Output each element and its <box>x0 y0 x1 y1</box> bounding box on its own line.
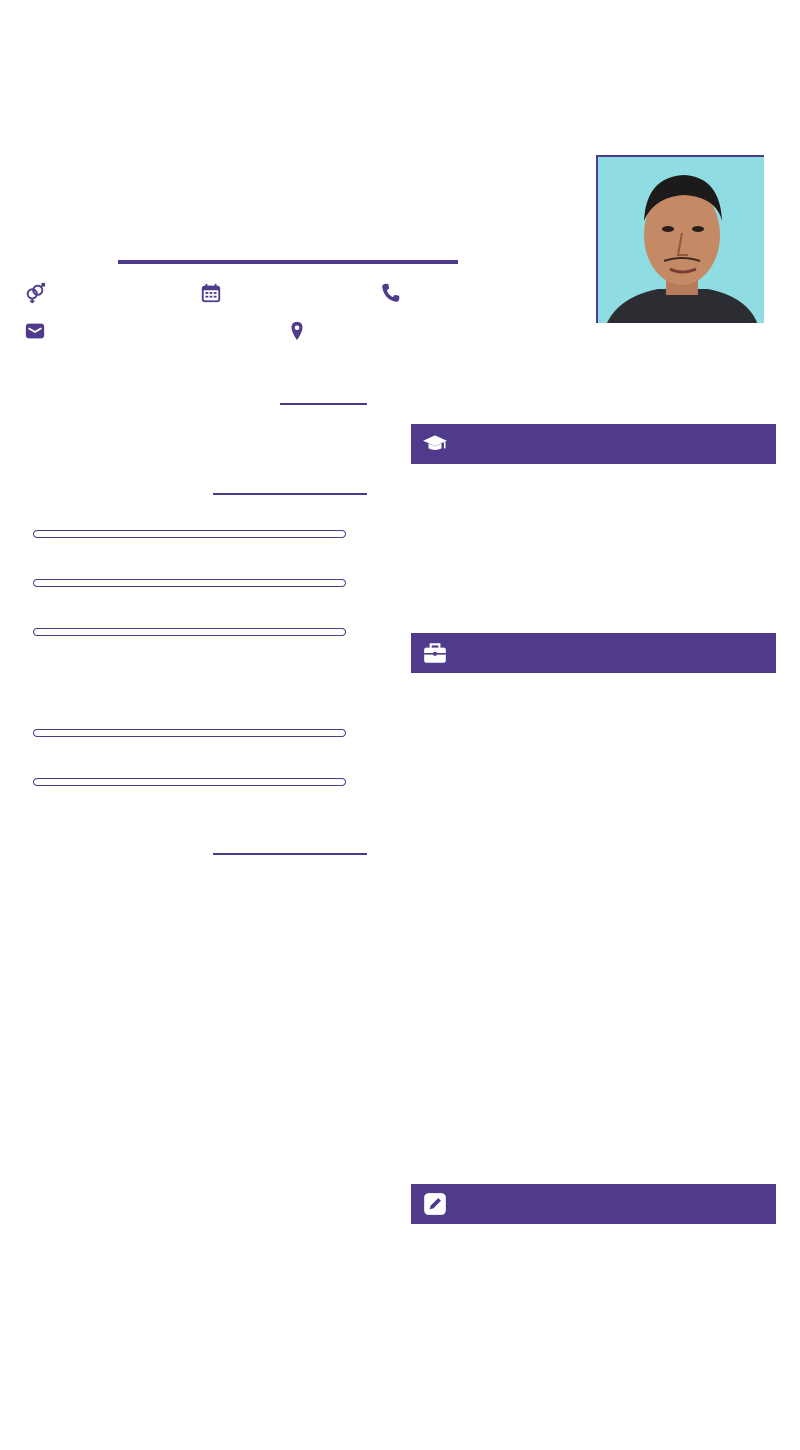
bottom-flower-decoration <box>0 1315 800 1450</box>
skills-rule <box>213 493 367 495</box>
birthday-info <box>200 282 230 304</box>
skill-item <box>33 622 346 636</box>
envelope-icon <box>24 320 46 342</box>
skill-item <box>33 772 346 786</box>
gender-info <box>24 282 54 304</box>
email-info <box>24 320 54 342</box>
skill-bar <box>33 729 346 737</box>
skill-bar <box>33 579 346 587</box>
skill-item <box>33 723 346 737</box>
experience-header <box>411 633 776 673</box>
profile-photo <box>596 155 764 323</box>
address-info <box>286 320 316 342</box>
extra-header <box>411 1184 776 1224</box>
top-flower-decoration <box>0 0 800 150</box>
skill-item <box>33 524 346 538</box>
skill-bar <box>33 530 346 538</box>
phone-info <box>380 282 410 304</box>
briefcase-icon <box>422 640 448 666</box>
objective-rule <box>280 403 367 405</box>
phone-icon <box>380 282 402 304</box>
skill-bar <box>33 778 346 786</box>
skill-item <box>33 573 346 587</box>
hobbies-rule <box>213 853 367 855</box>
graduation-cap-icon <box>422 431 448 457</box>
map-pin-icon <box>286 320 308 342</box>
calendar-icon <box>200 282 222 304</box>
education-header <box>411 424 776 464</box>
job-title-underline <box>118 260 458 264</box>
skill-bar <box>33 628 346 636</box>
gender-icon <box>24 282 46 304</box>
edit-icon <box>422 1191 448 1217</box>
